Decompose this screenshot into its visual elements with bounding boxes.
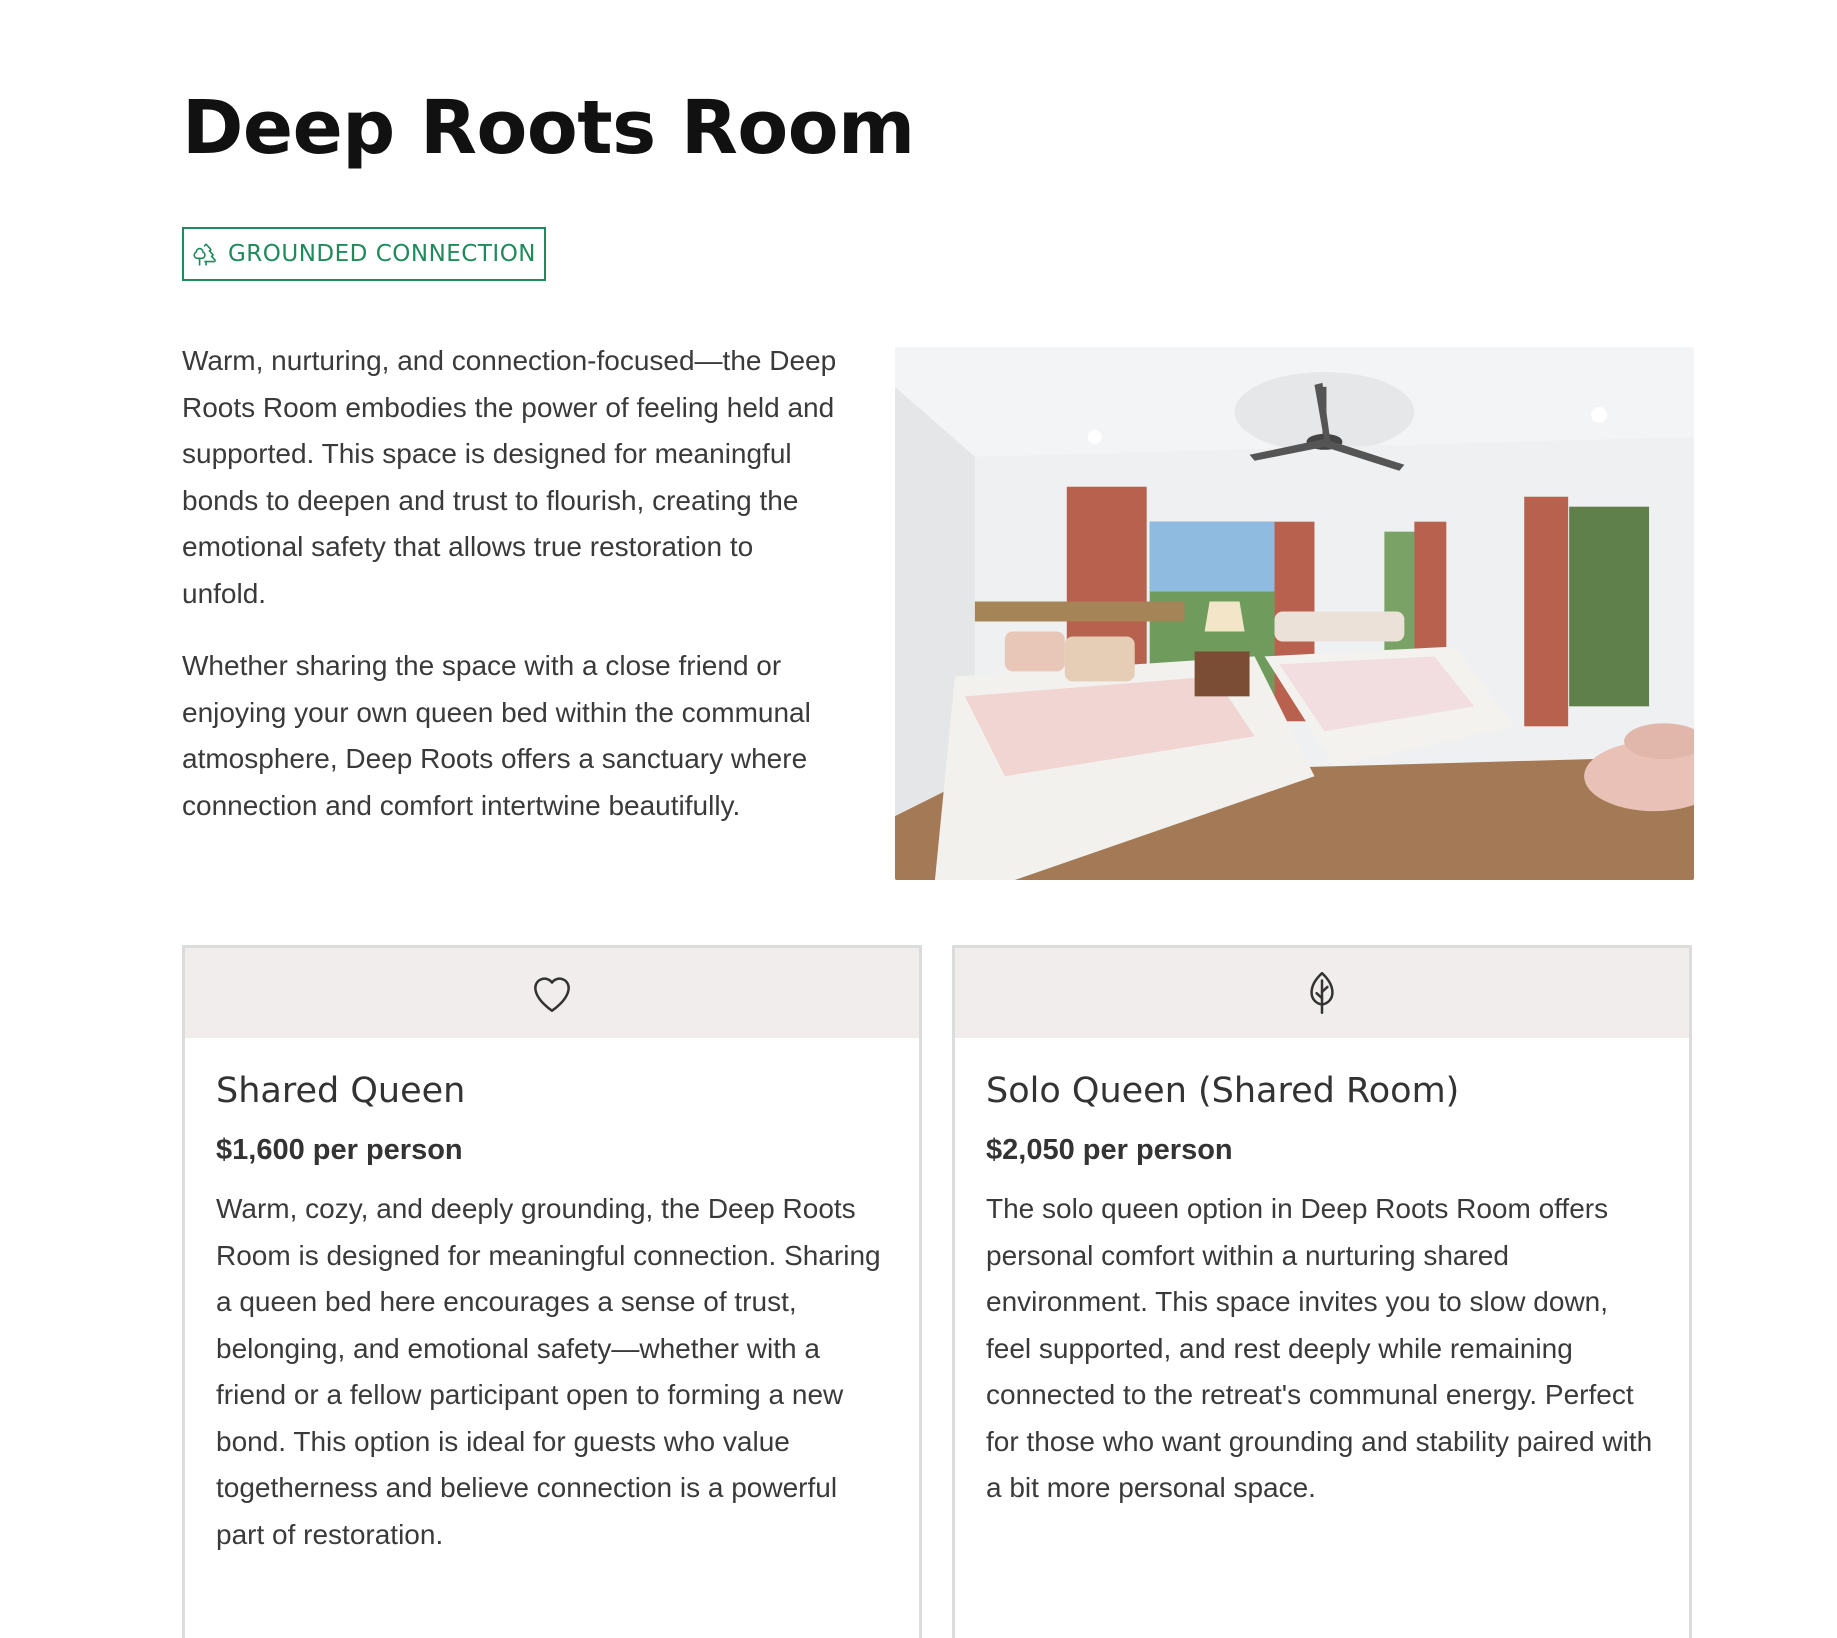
option-title: Solo Queen (Shared Room) — [986, 1071, 1460, 1111]
intro-text — [182, 338, 842, 855]
intro-paragraph: Whether sharing the space with a close friend or enjoying your own queen bed within the communal atmosphere, Deep Roots offers a sanctuary where connection and comfort intertwine beautifully. — [182, 650, 811, 821]
option-price: $1,600 per person — [216, 1134, 463, 1166]
leaf-icon — [1297, 968, 1347, 1018]
option-description: The solo queen option in Deep Roots Room offers personal comfort within a nurturing shared environment. This space invites you to slow down, feel supported, and rest deeply while remaining connected to the retreat's communal energy. Perfect for those who want grounding and stability paired with a bit more personal space. — [986, 1193, 1653, 1503]
badge-label: GROUNDED CONNECTION — [227, 241, 537, 267]
intro-paragraph: Warm, nurturing, and connection-focused—the Deep Roots Room embodies the power of feeling held and supported. This space is designed for meaningful bonds to deepen and trust to flourish, creating the emotional safety that allows true restoration to unfold. — [182, 345, 837, 609]
page-title: Deep Roots Room — [182, 85, 915, 171]
option-price: $2,050 per person — [986, 1134, 1233, 1166]
option-description: Warm, cozy, and deeply grounding, the Deep Roots Room is designed for meaningful connection. Sharing a queen bed here encourages a sense of trust, belonging, and emotional safety—whether with a friend or a fellow participant open to forming a new bond. This option is ideal for guests who value togetherness and believe connection is a powerful part of restoration. — [216, 1193, 881, 1550]
bedroom-photo — [895, 347, 1694, 880]
option-card-solo-queen — [952, 945, 1692, 1638]
option-title: Shared Queen — [216, 1071, 466, 1111]
category-badge — [182, 227, 546, 281]
card-header — [185, 948, 919, 1038]
heart-icon — [527, 968, 577, 1018]
card-header — [955, 948, 1689, 1038]
trees-icon — [192, 241, 218, 267]
option-card-shared-queen — [182, 945, 922, 1638]
